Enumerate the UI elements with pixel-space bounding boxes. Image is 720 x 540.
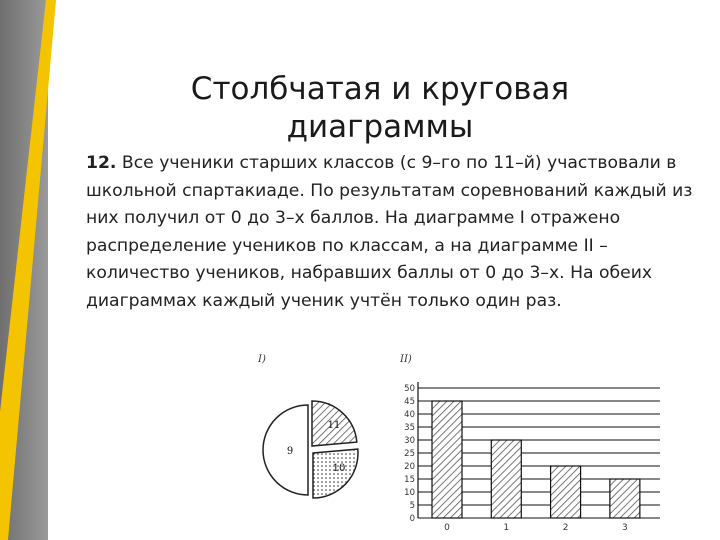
y-tick-label-35: 35: [404, 423, 415, 433]
y-tick-label-5: 5: [409, 501, 415, 511]
diagrams-svg: [248, 352, 668, 540]
bar-chart: [404, 382, 660, 533]
pie-slice-label-11: 11: [327, 420, 341, 431]
y-tick-label-40: 40: [404, 410, 415, 420]
pie-slice-9: [263, 405, 308, 495]
bar-3: [610, 479, 640, 518]
bar-1: [491, 440, 521, 518]
y-tick-label-25: 25: [404, 449, 415, 459]
x-tick-label-3: 3: [622, 523, 628, 533]
y-tick-label-20: 20: [404, 462, 415, 472]
gold-stripe-shape: [0, 0, 56, 540]
pie-slice-label-10: 10: [332, 463, 346, 474]
slide-title: Столбчатая и круговая диаграммы: [190, 71, 570, 145]
y-tick-label-10: 10: [404, 488, 415, 498]
x-tick-label-1: 1: [503, 523, 510, 533]
pie-slice-label-9: 9: [286, 446, 294, 457]
x-tick-label-0: 0: [444, 523, 450, 533]
pie-chart-label: I): [258, 354, 266, 365]
y-tick-label-50: 50: [404, 384, 415, 394]
x-tick-label-2: 2: [562, 523, 569, 533]
y-tick-label-15: 15: [404, 475, 415, 485]
diagrams-figure: [248, 352, 668, 540]
bar-2: [551, 466, 581, 518]
problem-number: 12.: [86, 153, 117, 173]
bar-0: [432, 401, 462, 518]
problem-text-block: [86, 150, 696, 315]
y-tick-label-30: 30: [404, 436, 415, 446]
bar-chart-label: II): [400, 354, 412, 365]
problem-text: Все ученики старших классов (с 9–го по 11–й) участвовали в школьной спартакиаде. По результатам соревнований каждый из них получил от 0 до 3–х баллов. На диаграмме I отражено распределение учеников по классам, а на диаграмме II – количество учеников, набравших баллы от 0 до 3–х. На обеих диаграммах каждый ученик учтён только один раз.: [86, 153, 693, 311]
pie-chart: [263, 401, 358, 498]
y-tick-label-45: 45: [404, 397, 415, 407]
y-tick-label-0: 0: [409, 514, 415, 524]
